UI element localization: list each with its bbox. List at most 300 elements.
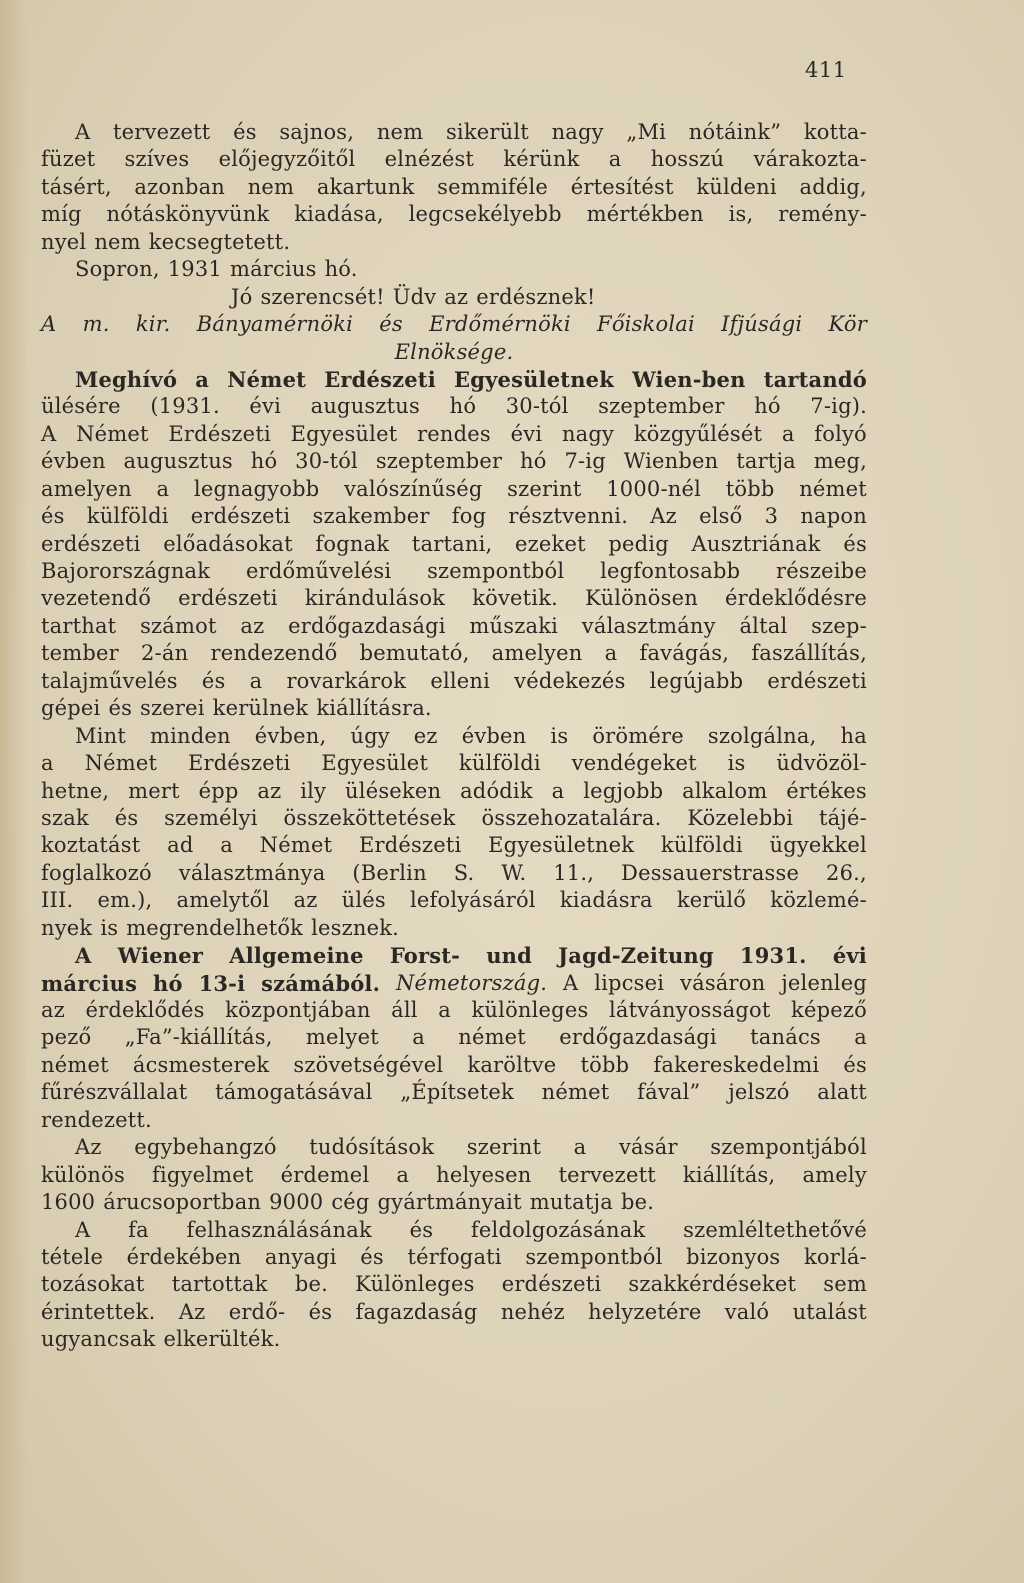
word: és — [201, 668, 226, 693]
word: érdekében — [126, 1244, 242, 1269]
word: hó — [153, 970, 183, 996]
text-line — [41, 503, 867, 530]
text-line — [41, 585, 867, 612]
word: áll — [391, 998, 418, 1022]
word: tásért, — [41, 174, 112, 199]
word: lesznek. — [311, 915, 400, 940]
word: erdészeti — [41, 531, 141, 556]
text-line — [41, 887, 867, 914]
word: német — [799, 476, 867, 501]
word: erdőgazdasági — [559, 1025, 717, 1050]
word: tétele — [41, 1244, 104, 1269]
word: Erdészeti — [188, 751, 291, 776]
word: tudósítások — [309, 1135, 435, 1160]
word: elkerülték. — [163, 1327, 281, 1352]
word: német — [41, 1052, 109, 1077]
word: kirándulások — [304, 586, 446, 611]
text-line — [41, 1189, 867, 1216]
word: valószínűség — [344, 476, 483, 501]
text-line — [41, 1134, 867, 1161]
word: a — [604, 641, 618, 666]
word: tartottak — [171, 1272, 268, 1297]
word: évi — [510, 421, 543, 446]
word: tartandó — [763, 366, 867, 392]
word: összeköttetések — [283, 805, 456, 830]
word: nem — [94, 229, 141, 254]
word: érdeklődés — [85, 998, 205, 1022]
word: Az — [650, 504, 677, 529]
word: 1931. — [739, 943, 807, 969]
word: előadásokat — [163, 531, 293, 556]
word: napon — [800, 504, 867, 529]
word: rovarkárok — [286, 668, 407, 693]
word: bizonyos — [686, 1244, 781, 1269]
text-line — [41, 531, 867, 558]
text-line — [41, 1079, 867, 1106]
word: lipcsei — [594, 970, 665, 995]
word: Wiener — [117, 943, 204, 969]
word: évben — [41, 449, 106, 474]
word: Német — [84, 751, 158, 776]
word: és — [360, 1244, 384, 1269]
text-line — [41, 915, 867, 942]
word: a — [781, 421, 795, 446]
word: a — [156, 476, 170, 501]
word: és — [308, 1299, 333, 1324]
word: erdészeti — [190, 504, 291, 529]
text-line — [41, 1271, 867, 1298]
text-line — [41, 311, 867, 338]
word: is — [727, 751, 746, 776]
word: vásáron — [680, 970, 766, 995]
word: Egyesületnek — [454, 366, 614, 392]
word: akartunk — [316, 174, 415, 199]
word: 30-tól — [295, 449, 358, 474]
word: sajnos, — [279, 120, 355, 144]
word: úgy — [350, 723, 390, 748]
word: S. — [453, 860, 475, 885]
word: nagy — [561, 421, 615, 446]
word: támogatásával — [215, 1080, 373, 1105]
word: szeptember — [598, 394, 725, 419]
word: minden — [150, 723, 231, 748]
word: 2-án — [141, 641, 189, 666]
word: A — [41, 421, 57, 446]
word: örömére — [592, 723, 684, 748]
text-line — [41, 201, 867, 228]
word: kerülő — [676, 888, 747, 913]
word: erdésznek! — [476, 284, 596, 309]
word: kiadása, — [294, 202, 384, 227]
word: sem — [823, 1272, 867, 1297]
word: Egyesületnek — [488, 833, 635, 858]
word: a — [220, 833, 233, 858]
word: kiadásra — [559, 888, 653, 913]
word: az — [257, 778, 282, 803]
word: 3 — [764, 504, 779, 529]
word: ülés — [341, 888, 386, 913]
text-line — [41, 229, 867, 256]
word: üdvözöl- — [776, 751, 867, 776]
word: küldeni — [696, 174, 777, 199]
word: választmánya — [178, 860, 326, 885]
word: 1600 — [41, 1190, 96, 1215]
word: hó — [754, 394, 781, 419]
word: pedig — [608, 531, 669, 556]
word: szak — [41, 805, 89, 830]
word: német — [541, 1080, 610, 1105]
word: foglalkozó — [41, 860, 152, 885]
word: nehéz — [500, 1299, 565, 1324]
word: „Fa”-kiállítás, — [124, 1025, 273, 1050]
word: be. — [294, 1272, 328, 1297]
word: fával” — [637, 1080, 701, 1105]
word: feldolgozásának — [470, 1217, 646, 1242]
word: utalást — [792, 1299, 867, 1324]
word: alatt — [817, 1080, 867, 1105]
word: mert — [128, 778, 180, 803]
word: várakozta- — [753, 147, 867, 172]
word: árucsoportban — [103, 1190, 262, 1215]
word: külföldi — [458, 751, 541, 776]
word: tanács — [750, 1025, 821, 1050]
word: fognak — [315, 531, 390, 556]
word: érintettek. — [41, 1299, 156, 1324]
word: a — [551, 778, 565, 803]
word: amelytől — [176, 888, 270, 913]
word: nagy — [551, 120, 604, 144]
word: gyártmányait — [377, 1190, 522, 1215]
text-line — [41, 1024, 867, 1051]
word: amelyen — [491, 641, 583, 666]
word: „Építsetek — [400, 1080, 514, 1105]
word: és — [114, 805, 139, 830]
text-line — [41, 640, 867, 667]
word: nyek — [41, 915, 93, 940]
word: 13-i — [198, 970, 246, 996]
word: sikerült — [445, 120, 529, 144]
word: szerencsét! — [260, 284, 385, 309]
word: vásár — [618, 1135, 678, 1160]
word: W. — [501, 860, 527, 885]
text-line — [41, 1162, 867, 1189]
word: Elnöksége. — [394, 339, 514, 364]
word: is, — [728, 202, 754, 227]
word: Különleges — [355, 1272, 475, 1297]
word: 11., — [553, 860, 595, 885]
text-line — [41, 119, 867, 146]
word: anyagi — [264, 1244, 337, 1269]
word: első — [699, 504, 743, 529]
word: képező — [791, 998, 867, 1022]
word: Allgemeine — [229, 943, 364, 969]
word: megrendelhetők — [126, 915, 304, 940]
word: ezeket — [515, 531, 586, 556]
word: legnagyobb — [193, 476, 320, 501]
word: Bajorországnak — [41, 559, 211, 583]
word: és — [233, 120, 257, 144]
word: Egyesület — [290, 421, 398, 446]
word: nótáink” — [688, 120, 782, 144]
word: legfontosabb — [600, 559, 741, 583]
word: kerülnek — [212, 696, 309, 721]
word: és — [409, 1217, 434, 1242]
word: hó — [449, 394, 477, 419]
word: tartani, — [411, 531, 493, 556]
word: a — [854, 1025, 867, 1050]
word: szerint — [466, 1135, 542, 1160]
word: üléseken — [345, 778, 442, 803]
word: Forst- — [389, 943, 461, 969]
word: által — [739, 613, 788, 638]
text-line — [41, 1299, 867, 1326]
word: Az — [178, 1299, 206, 1324]
word: is — [100, 915, 119, 940]
word: értékes — [786, 778, 867, 803]
word: erdészeti — [767, 668, 867, 693]
text-line — [41, 284, 867, 311]
word: erdő- — [228, 1299, 286, 1324]
word: Német — [227, 366, 307, 392]
word: Főiskolai — [597, 312, 695, 337]
word: ácsmesterek — [132, 1052, 270, 1077]
word: melyet — [305, 1025, 379, 1050]
word: karöltve — [467, 1052, 557, 1077]
word: nyel — [41, 229, 87, 254]
word: a — [608, 147, 622, 172]
word: Az — [75, 1135, 102, 1160]
word: évi — [249, 394, 282, 419]
word: Wien-ben — [632, 366, 746, 392]
word: március — [41, 970, 138, 996]
text-line — [41, 339, 867, 366]
word: Bányamérnöki — [196, 312, 354, 337]
text-line — [41, 366, 867, 393]
word: központjában — [225, 998, 371, 1022]
word: vezetendő — [41, 586, 152, 611]
word: évben, — [254, 723, 327, 748]
word: Üdv — [392, 284, 437, 309]
word: személyi — [164, 805, 258, 830]
word: Német — [259, 833, 333, 858]
text-line — [41, 476, 867, 503]
word: fűrészvállalat — [41, 1080, 188, 1105]
word: szeptember — [375, 449, 503, 474]
word: m. — [82, 312, 110, 337]
word: számot — [140, 613, 217, 638]
word: und — [486, 943, 533, 969]
word: jelenleg — [781, 970, 867, 995]
word: erdészeti — [501, 1272, 602, 1297]
text-line — [41, 613, 867, 640]
text-line — [41, 1244, 867, 1271]
word: augusztus — [310, 394, 421, 419]
word: fakereskedelmi — [653, 1052, 820, 1077]
word: azonban — [134, 174, 226, 199]
word: (1931. — [150, 394, 220, 419]
word: legújabb — [649, 668, 744, 693]
word: műszaki — [469, 613, 559, 638]
word: ügyekkel — [769, 833, 867, 858]
word: amelyen — [41, 476, 132, 501]
word: tájé- — [818, 805, 867, 830]
word: semmiféle — [437, 174, 549, 199]
word: előjegyzőitől — [218, 147, 356, 172]
word: kecsegtetett. — [148, 229, 291, 254]
word: nem — [376, 120, 424, 144]
text-line — [41, 1107, 867, 1134]
word: Egyesület — [321, 751, 429, 776]
word: kiállításra. — [316, 696, 432, 721]
word: szep- — [811, 613, 867, 638]
word: ez — [413, 723, 438, 748]
word: az — [240, 613, 265, 638]
word: mértékben — [586, 202, 704, 227]
word: jelszó — [728, 1080, 790, 1105]
word: Dessauerstrasse — [621, 860, 800, 885]
word: folyó — [814, 421, 867, 446]
word: 30-tól — [505, 394, 569, 419]
text-line — [41, 750, 867, 777]
word: elleni — [430, 668, 491, 693]
word: helyzetére — [588, 1299, 702, 1324]
text-line — [41, 421, 867, 448]
word: külföldi — [660, 833, 743, 858]
word: a — [41, 751, 54, 776]
word: ha — [840, 723, 867, 748]
word: a — [412, 1025, 425, 1050]
word: hetne, — [41, 778, 110, 803]
word: A — [75, 943, 92, 969]
word: Erdészeti — [358, 833, 462, 858]
body-text — [41, 119, 867, 1354]
text-line — [41, 393, 867, 420]
word: füzet — [41, 147, 96, 172]
word: szempontjából — [710, 1135, 867, 1160]
word: kérünk — [503, 147, 580, 172]
word: való — [724, 1299, 770, 1324]
word: az — [293, 888, 318, 913]
word: a — [573, 1135, 587, 1160]
text-line — [41, 997, 867, 1024]
text-line — [41, 970, 867, 997]
word: gépei — [41, 696, 101, 721]
text-line — [41, 1052, 867, 1079]
word: a — [396, 1162, 410, 1187]
word: tervezett — [113, 120, 211, 144]
word: a — [438, 998, 451, 1022]
word: lefolyásáról — [409, 888, 536, 913]
word: összehozatalára. — [481, 805, 662, 830]
word: rendezett. — [41, 1107, 152, 1132]
word: Erdőmérnöki — [429, 312, 571, 337]
word: Kör — [828, 312, 867, 337]
word: meg, — [813, 449, 867, 474]
word: védekezés — [514, 668, 626, 693]
word: szolgálna, — [707, 723, 817, 748]
word: cég — [331, 1190, 370, 1215]
word: szempontból — [525, 1244, 663, 1269]
word: nótáskönyvünk — [106, 202, 270, 227]
text-line — [41, 174, 867, 201]
word: ülésére — [41, 394, 121, 419]
word: értesítést — [570, 174, 674, 199]
word: elnézést — [384, 147, 475, 172]
word: hó. — [324, 257, 358, 282]
text-line — [41, 805, 867, 832]
word: erdőgazdasági — [288, 613, 446, 638]
word: részeibe — [776, 559, 867, 583]
word: ad — [167, 833, 194, 858]
word: favágás, — [639, 641, 730, 666]
word: több — [725, 476, 775, 501]
word: vendégeket — [571, 751, 697, 776]
word: fog — [451, 504, 487, 529]
word: szempontból — [427, 559, 565, 583]
text-line — [41, 942, 867, 969]
word: nem — [247, 174, 295, 199]
word: tember — [41, 641, 119, 666]
word: Erdészeti — [324, 366, 436, 392]
word: szerint — [507, 476, 582, 501]
word: több — [580, 1052, 630, 1077]
page-number: 411 — [805, 58, 847, 82]
word: szemléltethetővé — [683, 1217, 867, 1242]
word: Wienben — [623, 449, 719, 474]
word: pező — [41, 1025, 92, 1050]
word: rendezendő — [210, 641, 338, 666]
word: „Mi — [626, 120, 667, 144]
word: egybehangzó — [134, 1135, 277, 1160]
word: épp — [198, 778, 239, 803]
word: addig, — [799, 174, 867, 199]
word: felhasználásának — [186, 1217, 372, 1242]
word: szerei — [140, 696, 205, 721]
word: és — [41, 504, 65, 529]
word: Különösen — [585, 586, 698, 611]
word: koztatást — [41, 833, 141, 858]
word: közgyűlését — [633, 421, 763, 446]
text-line — [41, 832, 867, 859]
word: is — [550, 723, 569, 748]
text-line — [41, 723, 867, 750]
word: választmány — [581, 613, 716, 638]
word: szakember — [312, 504, 430, 529]
word: adódik — [460, 778, 533, 803]
text-line — [41, 668, 867, 695]
word: évi — [832, 943, 867, 969]
word: helyesen — [436, 1162, 532, 1187]
word: különös — [41, 1162, 125, 1187]
word: látványosságot — [608, 998, 771, 1022]
word: erdőművelési — [245, 559, 392, 583]
word: faszállítás, — [751, 641, 867, 666]
word: fa — [128, 1217, 149, 1242]
word: be. — [620, 1190, 655, 1215]
text-line — [41, 448, 867, 475]
word: Ausztriának — [691, 531, 821, 556]
word: közlemé- — [770, 888, 867, 913]
word: és — [379, 312, 403, 337]
word: 26., — [826, 860, 867, 885]
word: 1931 — [167, 257, 222, 282]
word: tartja — [736, 449, 796, 474]
word: ily — [300, 778, 327, 803]
word: a — [249, 668, 263, 693]
word: érdeklődésre — [725, 586, 867, 611]
word: 7-ig). — [810, 394, 867, 419]
word: hosszú — [650, 147, 725, 172]
